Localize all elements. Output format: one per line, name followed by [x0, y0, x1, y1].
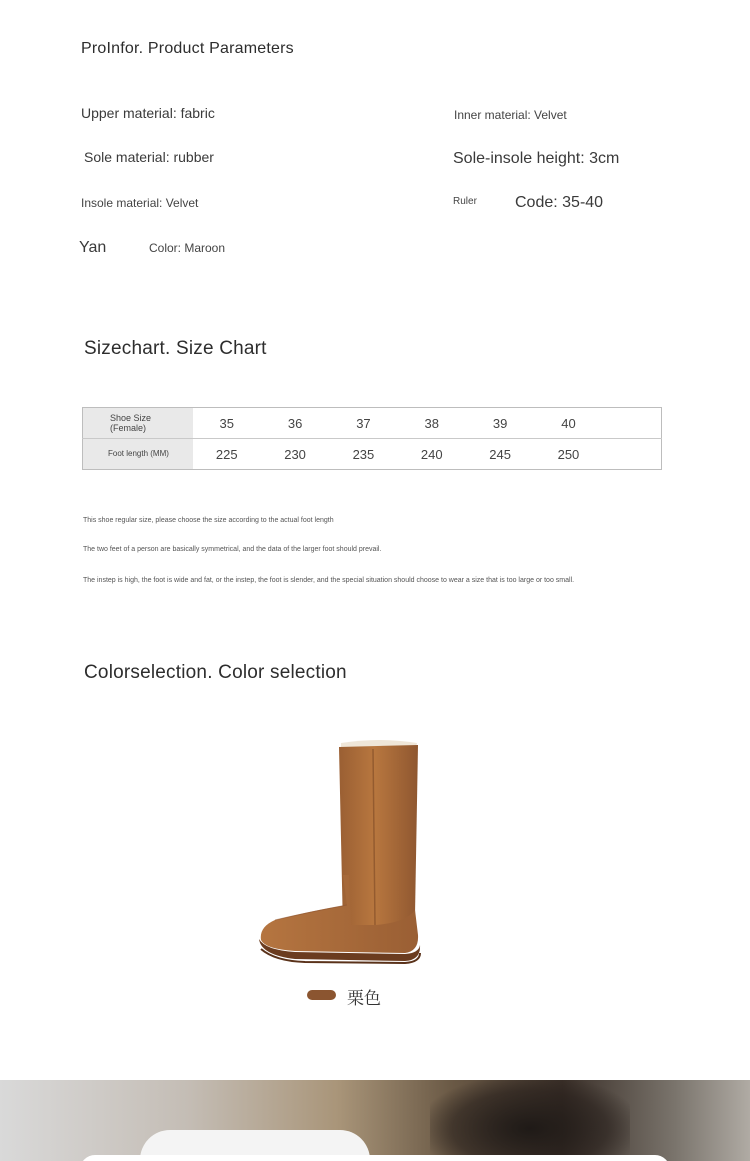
size-cell: 37	[356, 415, 371, 431]
params-title: ProInfor. Product Parameters	[81, 40, 294, 57]
param-code: Code: 35-40	[515, 194, 604, 211]
param-color: Color: Maroon	[149, 241, 226, 255]
length-cell: 225	[193, 439, 261, 470]
size-note: This shoe regular size, please choose the size according to the actual foot length	[83, 517, 334, 524]
size-cell: 39	[492, 415, 508, 431]
table-row	[83, 408, 662, 439]
row-header-foot-length	[83, 439, 193, 470]
row-header-shoe-size	[83, 408, 193, 439]
row-header-label: Shoe Size	[110, 413, 152, 423]
color-selection-title: Colorselection. Color selection	[84, 662, 347, 683]
param-yan: Yan	[79, 239, 107, 256]
param-inner-material: Inner material: Velvet	[454, 108, 567, 122]
color-swatch[interactable]	[307, 990, 336, 1000]
color-option-label[interactable]: 栗色	[347, 989, 381, 1009]
empty-cell	[603, 408, 662, 439]
length-cell: 230	[261, 439, 329, 470]
param-insole-material: Insole material: Velvet	[81, 196, 199, 210]
banner-shadow	[430, 1080, 630, 1161]
table-row	[83, 439, 662, 470]
boot-product-image	[255, 735, 425, 965]
param-upper-material: Upper material: fabric	[81, 105, 215, 121]
size-note: The instep is high, the foot is wide and fat, or the instep, the foot is slender, and the special situation should choose to wear a size that is too large or too small.	[83, 577, 575, 584]
size-cell: 35	[219, 415, 234, 431]
length-cell: 240	[398, 439, 466, 470]
size-cell: 38	[424, 415, 439, 431]
param-sole-material: Sole material: rubber	[84, 149, 214, 165]
row-header-sublabel: (Female)	[110, 423, 147, 433]
param-sole-insole-height: Sole-insole height: 3cm	[453, 150, 620, 167]
size-chart-title: Sizechart. Size Chart	[84, 338, 267, 359]
size-cell: 40	[561, 415, 576, 431]
row-header-label: Foot length (MM)	[108, 449, 169, 458]
size-cell: 36	[287, 415, 303, 431]
size-note: The two feet of a person are basically symmetrical, and the data of the larger foot should prevail.	[83, 546, 382, 553]
param-ruler-label: Ruler	[453, 196, 477, 207]
empty-cell	[603, 439, 662, 470]
length-cell: 250	[534, 439, 602, 470]
size-chart-table	[82, 407, 662, 470]
length-cell: 235	[329, 439, 397, 470]
length-cell: 245	[466, 439, 534, 470]
bottom-banner-photo	[0, 1080, 750, 1161]
banner-card-edge	[80, 1155, 670, 1161]
